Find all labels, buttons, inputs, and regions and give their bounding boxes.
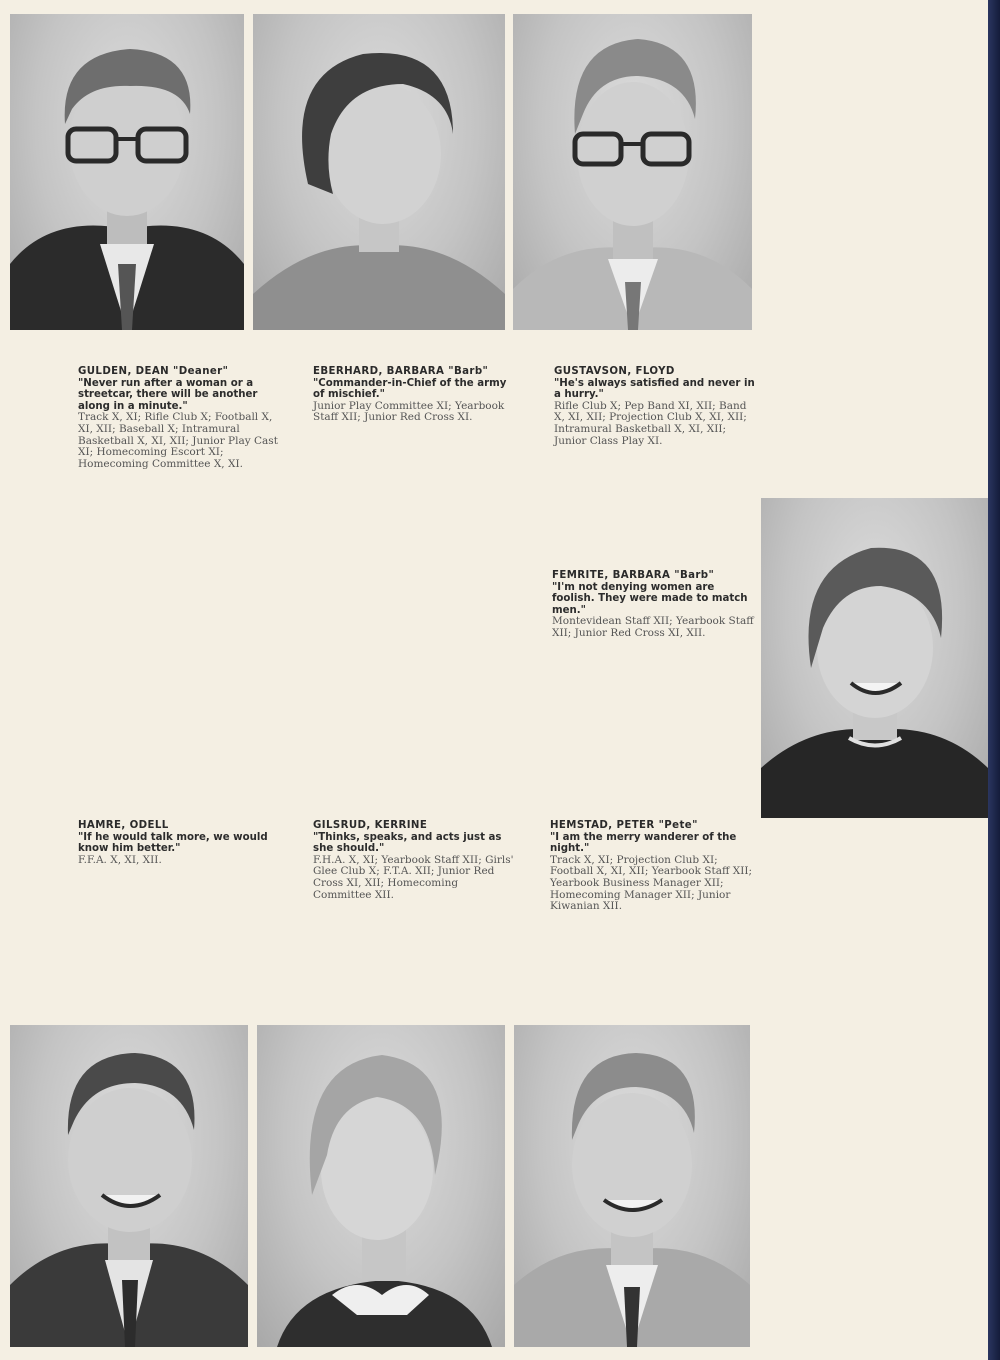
entry-name: EBERHARD, BARBARA "Barb" bbox=[313, 366, 489, 377]
entry-eberhard bbox=[313, 366, 516, 424]
portrait-gilsrud bbox=[257, 1025, 505, 1347]
entry-name: GILSRUD, KERRINE bbox=[313, 820, 428, 831]
entry-quote: "I am the merry wanderer of the night." bbox=[550, 831, 737, 855]
portrait-gulden-figure bbox=[10, 14, 244, 330]
entry-hemstad bbox=[550, 820, 755, 913]
entry-quote: "Never run after a woman or a streetcar, there will be another along in a minute." bbox=[78, 377, 258, 412]
portrait-femrite-figure bbox=[761, 498, 988, 818]
entry-activities: Track X, XI; Projection Club XI; Football X, XI, XII; Yearbook Staff XII; Yearbook Business Manager XII; Homecoming Manager XII; Junior Kiwanian XII. bbox=[550, 853, 753, 913]
entry-hamre bbox=[78, 820, 280, 866]
entry-quote: "Thinks, speaks, and acts just as she should." bbox=[313, 831, 502, 855]
entry-activities: F.F.A. X, XI, XII. bbox=[78, 853, 162, 866]
portrait-gustavson-figure bbox=[513, 14, 752, 330]
portrait-hamre bbox=[10, 1025, 248, 1347]
entry-name: FEMRITE, BARBARA "Barb" bbox=[552, 570, 715, 581]
entry-gilsrud bbox=[313, 820, 517, 901]
portrait-femrite bbox=[761, 498, 988, 818]
page-binding-edge bbox=[988, 0, 1000, 1360]
entry-gustavson bbox=[554, 366, 757, 447]
entry-name: HAMRE, ODELL bbox=[78, 820, 169, 831]
entry-quote: "I'm not denying women are foolish. They were made to match men." bbox=[552, 581, 748, 616]
entry-name: HEMSTAD, PETER "Pete" bbox=[550, 820, 698, 831]
entry-activities: F.H.A. X, XI; Yearbook Staff XII; Girls' Glee Club X; F.T.A. XII; Junior Red Cross XI, XII; Homecoming Committee XII. bbox=[313, 853, 514, 901]
entry-quote: "Commander-in-Chief of the army of mischief." bbox=[313, 377, 507, 401]
entry-name: GUSTAVSON, FLOYD bbox=[554, 366, 675, 377]
entry-femrite bbox=[552, 570, 757, 640]
entry-quote: "He's always satisfied and never in a hurry." bbox=[554, 377, 755, 401]
portrait-gilsrud-figure bbox=[257, 1025, 505, 1347]
portrait-hemstad-figure bbox=[514, 1025, 750, 1347]
portrait-hemstad bbox=[514, 1025, 750, 1347]
portrait-gustavson bbox=[513, 14, 752, 330]
portrait-hamre-figure bbox=[10, 1025, 248, 1347]
portrait-eberhard bbox=[253, 14, 505, 330]
entry-name: GULDEN, DEAN "Deaner" bbox=[78, 366, 229, 377]
entry-quote: "If he would talk more, we would know him better." bbox=[78, 831, 268, 855]
portrait-eberhard-figure bbox=[253, 14, 505, 330]
entry-activities: Rifle Club X; Pep Band XI, XII; Band X, XI, XII; Projection Club X, XI, XII; Intramural Basketball X, XI, XII; Junior Class Play XI. bbox=[554, 399, 747, 447]
entry-activities: Montevidean Staff XII; Yearbook Staff XII; Junior Red Cross XI, XII. bbox=[552, 615, 754, 639]
entry-gulden bbox=[78, 366, 280, 470]
entry-activities: Junior Play Committee XI; Yearbook Staff XII; Junior Red Cross XI. bbox=[313, 399, 505, 424]
portrait-gulden bbox=[10, 14, 244, 330]
entry-activities: Track X, XI; Rifle Club X; Football X, XI, XII; Baseball X; Intramural Basketball X, XI, XII; Junior Play Cast XI; Homecoming Escort XI; Homecoming Committee X, XI. bbox=[78, 411, 278, 470]
